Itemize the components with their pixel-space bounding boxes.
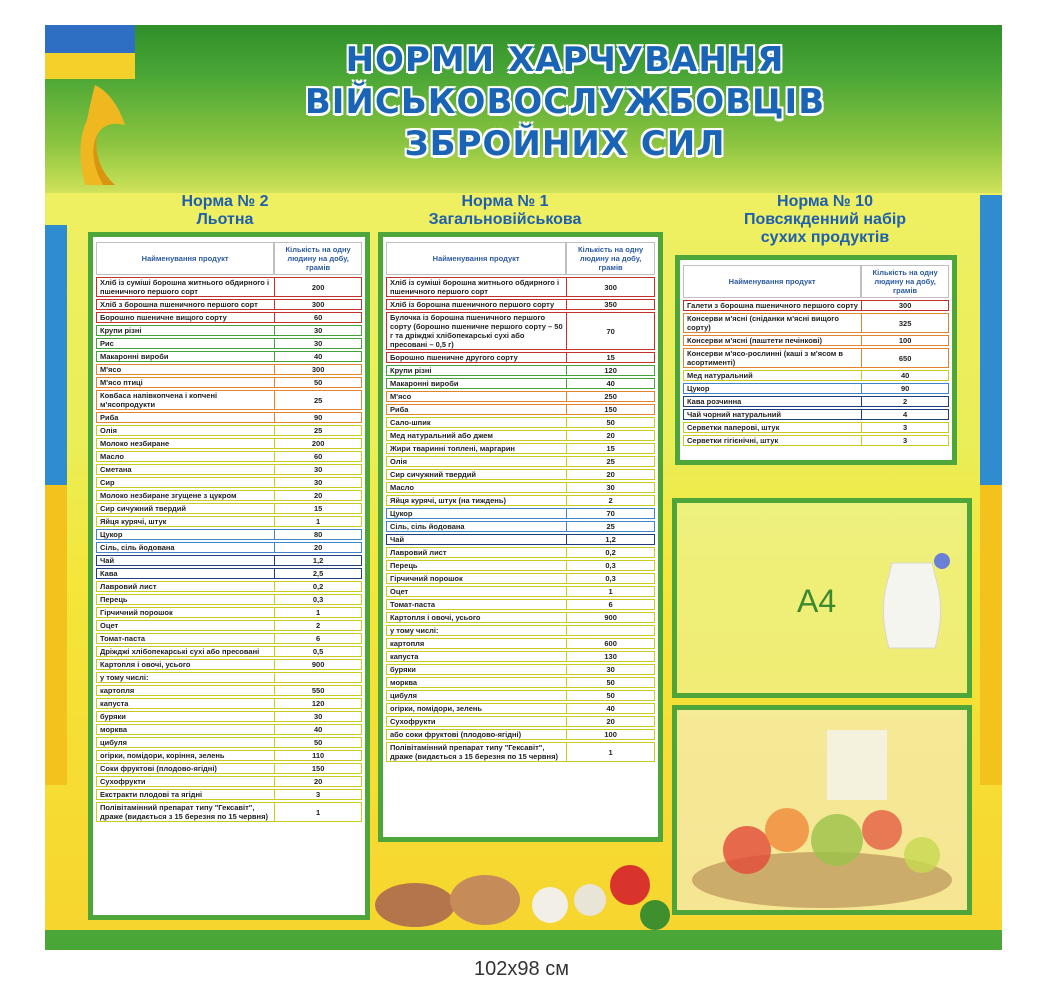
table-row bbox=[96, 776, 362, 787]
product-name: капуста bbox=[386, 651, 566, 662]
product-amount: 4 bbox=[861, 409, 949, 420]
table-row bbox=[386, 599, 655, 610]
product-amount: 3 bbox=[861, 422, 949, 433]
norm2-heading-number: Норма № 2 bbox=[181, 193, 269, 210]
product-amount: 600 bbox=[566, 638, 655, 649]
table-row bbox=[683, 313, 949, 333]
left-yellow-stripe bbox=[45, 485, 67, 785]
product-amount: 1,2 bbox=[566, 534, 655, 545]
norm1-rows bbox=[386, 277, 655, 762]
product-amount: 3 bbox=[274, 789, 362, 800]
product-amount: 20 bbox=[566, 430, 655, 441]
table-row bbox=[386, 573, 655, 584]
product-amount: 30 bbox=[274, 338, 362, 349]
table-row bbox=[386, 586, 655, 597]
product-name: у тому числі: bbox=[386, 625, 566, 636]
product-amount: 120 bbox=[274, 698, 362, 709]
product-amount: 325 bbox=[861, 313, 949, 333]
product-name: Масло bbox=[96, 451, 274, 462]
table-row bbox=[386, 404, 655, 415]
product-name: огірки, помідори, зелень bbox=[386, 703, 566, 714]
table-row bbox=[96, 711, 362, 722]
norm1-heading bbox=[395, 193, 615, 229]
table-row bbox=[96, 277, 362, 297]
product-amount: 150 bbox=[274, 763, 362, 774]
product-column-header: Найменування продукт bbox=[683, 265, 861, 298]
product-name: Сметана bbox=[96, 464, 274, 475]
amount-column-header: Кількість на одну людину на добу, грамів bbox=[566, 242, 655, 275]
product-name: Сухофрукти bbox=[386, 716, 566, 727]
table-row bbox=[386, 716, 655, 727]
product-amount: 40 bbox=[566, 378, 655, 389]
product-amount: 70 bbox=[566, 508, 655, 519]
product-amount: 50 bbox=[274, 377, 362, 388]
table-row bbox=[386, 456, 655, 467]
product-name: цибуля bbox=[386, 690, 566, 701]
product-name: Томат-паста bbox=[96, 633, 274, 644]
product-name: Консерви м'ясні (паштети печінкові) bbox=[683, 335, 861, 346]
product-amount: 40 bbox=[274, 351, 362, 362]
product-name: Оцет bbox=[386, 586, 566, 597]
product-amount: 130 bbox=[566, 651, 655, 662]
table-row bbox=[96, 425, 362, 436]
product-name: Сіль, сіль йодована bbox=[96, 542, 274, 553]
product-name: Гірчичний порошок bbox=[96, 607, 274, 618]
product-name: Молоко незбиране згущене з цукром bbox=[96, 490, 274, 501]
product-amount: 350 bbox=[566, 299, 655, 310]
product-name: Оцет bbox=[96, 620, 274, 631]
a4-label: А4 bbox=[797, 583, 837, 619]
table-row bbox=[386, 417, 655, 428]
product-name: Консерви м'ясо-рослинні (каші з м'ясом в асортименті) bbox=[683, 348, 861, 368]
product-name: у тому числі: bbox=[96, 672, 274, 683]
table-row bbox=[96, 802, 362, 822]
table-row bbox=[386, 312, 655, 350]
product-amount: 0,2 bbox=[274, 581, 362, 592]
product-name: Ковбаса напівкопчена і копчені м'ясопродукти bbox=[96, 390, 274, 410]
poster-board bbox=[45, 25, 1002, 950]
product-amount: 550 bbox=[274, 685, 362, 696]
product-amount: 0,3 bbox=[566, 560, 655, 571]
table-row bbox=[683, 396, 949, 407]
product-name: Томат-паста bbox=[386, 599, 566, 610]
product-name: Масло bbox=[386, 482, 566, 493]
table-row bbox=[96, 789, 362, 800]
table-row bbox=[683, 409, 949, 420]
food-photo-frame bbox=[672, 705, 972, 915]
product-name: М'ясо птиці bbox=[96, 377, 274, 388]
product-amount: 0,2 bbox=[566, 547, 655, 558]
product-name: Хліб з борошна пшеничного першого сорт bbox=[96, 299, 274, 310]
norm10-table-panel bbox=[675, 255, 957, 465]
product-name: Лавровий лист bbox=[96, 581, 274, 592]
product-name: Перець bbox=[96, 594, 274, 605]
table-row bbox=[386, 495, 655, 506]
product-amount: 50 bbox=[566, 417, 655, 428]
table-row bbox=[96, 620, 362, 631]
table-row bbox=[386, 677, 655, 688]
product-name: морква bbox=[96, 724, 274, 735]
table-row bbox=[96, 685, 362, 696]
product-amount: 1 bbox=[274, 802, 362, 822]
table-row bbox=[96, 568, 362, 579]
product-amount: 50 bbox=[566, 677, 655, 688]
product-amount: 2 bbox=[274, 620, 362, 631]
product-amount: 300 bbox=[861, 300, 949, 311]
product-name: Цукор bbox=[386, 508, 566, 519]
product-amount: 0,3 bbox=[274, 594, 362, 605]
product-amount: 1 bbox=[274, 516, 362, 527]
product-name: Хліб із борошна пшеничного першого сорту bbox=[386, 299, 566, 310]
table-row bbox=[386, 638, 655, 649]
table-row bbox=[386, 469, 655, 480]
table-row bbox=[96, 672, 362, 683]
product-name: Олія bbox=[386, 456, 566, 467]
product-amount: 30 bbox=[274, 464, 362, 475]
product-amount: 200 bbox=[274, 277, 362, 297]
product-name: Сир сичужний твердий bbox=[386, 469, 566, 480]
product-name: Сухофрукти bbox=[96, 776, 274, 787]
product-amount: 2,5 bbox=[274, 568, 362, 579]
product-amount: 50 bbox=[566, 690, 655, 701]
table-row bbox=[96, 724, 362, 735]
table-row bbox=[683, 383, 949, 394]
table-row bbox=[386, 664, 655, 675]
table-row bbox=[386, 299, 655, 310]
table-row bbox=[683, 370, 949, 381]
table-row bbox=[386, 365, 655, 376]
norm10-heading-name: Повсякденний набір bbox=[743, 211, 907, 228]
table-row bbox=[96, 737, 362, 748]
table-row bbox=[386, 352, 655, 363]
table-row bbox=[386, 277, 655, 297]
product-name: Дріжджі хлібопекарські сухі або пресовані bbox=[96, 646, 274, 657]
table-row bbox=[96, 607, 362, 618]
product-amount: 60 bbox=[274, 312, 362, 323]
product-amount: 15 bbox=[274, 503, 362, 514]
product-name: буряки bbox=[386, 664, 566, 675]
norm1-heading-name: Загальновійськова bbox=[428, 211, 582, 228]
table-row bbox=[683, 422, 949, 433]
product-name: Цукор bbox=[96, 529, 274, 540]
table-row bbox=[96, 377, 362, 388]
product-name: Хліб із суміші борошна житнього обдирного і пшеничного першого сорт bbox=[386, 277, 566, 297]
product-amount: 2 bbox=[566, 495, 655, 506]
product-name: Сіль, сіль йодована bbox=[386, 521, 566, 532]
product-name: капуста bbox=[96, 698, 274, 709]
product-column-header: Найменування продукт bbox=[386, 242, 566, 275]
amount-column-header: Кількість на одну людину на добу, грамів bbox=[861, 265, 949, 298]
product-name: Кава bbox=[96, 568, 274, 579]
product-name: Мед натуральний bbox=[683, 370, 861, 381]
table-row bbox=[96, 698, 362, 709]
norm10-rows bbox=[683, 300, 949, 446]
product-name: Молоко незбиране bbox=[96, 438, 274, 449]
table-row bbox=[386, 378, 655, 389]
product-name: Олія bbox=[96, 425, 274, 436]
norm10-heading-number: Норма № 10 bbox=[777, 193, 873, 210]
product-amount: 1 bbox=[566, 586, 655, 597]
product-name: Полівітамінний препарат типу "Гексавіт", драже (видається з 15 березня по 15 червня) bbox=[386, 742, 566, 762]
product-amount: 120 bbox=[566, 365, 655, 376]
table-row bbox=[386, 625, 655, 636]
product-name: Яйця курячі, штук (на тиждень) bbox=[386, 495, 566, 506]
product-amount: 6 bbox=[566, 599, 655, 610]
norm10-heading-subname: сухих продуктів bbox=[760, 229, 890, 246]
product-amount bbox=[274, 672, 362, 683]
product-amount: 20 bbox=[566, 716, 655, 727]
product-amount: 1 bbox=[274, 607, 362, 618]
product-amount: 20 bbox=[274, 490, 362, 501]
product-name: картопля bbox=[386, 638, 566, 649]
product-name: Чай bbox=[386, 534, 566, 545]
product-amount bbox=[566, 625, 655, 636]
product-name: Серветки гігієнічні, штук bbox=[683, 435, 861, 446]
product-amount: 15 bbox=[566, 443, 655, 454]
table-row bbox=[96, 750, 362, 761]
product-name: Соки фруктові (плодово-ягідні) bbox=[96, 763, 274, 774]
product-name: Макаронні вироби bbox=[386, 378, 566, 389]
product-amount: 60 bbox=[274, 451, 362, 462]
product-amount: 25 bbox=[566, 521, 655, 532]
product-name: Картопля і овочі, усього bbox=[96, 659, 274, 670]
product-name: Жири тваринні топлені, маргарин bbox=[386, 443, 566, 454]
product-name: цибуля bbox=[96, 737, 274, 748]
product-amount: 90 bbox=[274, 412, 362, 423]
norm2-heading bbox=[125, 193, 325, 229]
product-amount: 250 bbox=[566, 391, 655, 402]
product-amount: 650 bbox=[861, 348, 949, 368]
table-row bbox=[96, 646, 362, 657]
product-amount: 2 bbox=[861, 396, 949, 407]
product-name: Булочка із борошна пшеничного першого сорту (борошно пшеничне першого сорту – 50 г та дріжджі хлібопекарські сухі або пресовані – 0,5 г) bbox=[386, 312, 566, 350]
product-amount: 3 bbox=[861, 435, 949, 446]
product-amount: 900 bbox=[274, 659, 362, 670]
product-amount: 1,2 bbox=[274, 555, 362, 566]
table-row bbox=[96, 503, 362, 514]
product-amount: 15 bbox=[566, 352, 655, 363]
product-name: морква bbox=[386, 677, 566, 688]
table-row bbox=[386, 703, 655, 714]
product-name: Рис bbox=[96, 338, 274, 349]
product-name: огірки, помідори, коріння, зелень bbox=[96, 750, 274, 761]
product-name: Крупи різні bbox=[386, 365, 566, 376]
table-row bbox=[386, 547, 655, 558]
amount-column-header: Кількість на одну людину на добу, грамів bbox=[274, 242, 362, 275]
product-amount: 0,5 bbox=[274, 646, 362, 657]
left-blue-stripe bbox=[45, 225, 67, 485]
product-amount: 20 bbox=[274, 776, 362, 787]
table-row bbox=[386, 612, 655, 623]
table-row bbox=[96, 633, 362, 644]
table-row bbox=[96, 312, 362, 323]
table-row bbox=[96, 364, 362, 375]
a4-document-pocket bbox=[672, 498, 972, 698]
table-row bbox=[683, 435, 949, 446]
product-amount: 25 bbox=[274, 425, 362, 436]
table-row bbox=[96, 516, 362, 527]
product-amount: 300 bbox=[566, 277, 655, 297]
norm1-table bbox=[386, 240, 655, 764]
product-name: Консерви м'ясні (сніданки м'ясні вищого сорту) bbox=[683, 313, 861, 333]
table-row bbox=[386, 443, 655, 454]
product-amount: 25 bbox=[566, 456, 655, 467]
product-amount: 90 bbox=[861, 383, 949, 394]
product-amount: 80 bbox=[274, 529, 362, 540]
title-line-3: ЗБРОЙНИХ СИЛ bbox=[404, 124, 726, 164]
table-row bbox=[96, 529, 362, 540]
product-amount: 0,3 bbox=[566, 573, 655, 584]
table-row bbox=[96, 542, 362, 553]
page-title bbox=[245, 39, 885, 165]
product-name: Крупи різні bbox=[96, 325, 274, 336]
product-amount: 70 bbox=[566, 312, 655, 350]
product-name: М'ясо bbox=[96, 364, 274, 375]
norm2-table-panel bbox=[88, 232, 370, 920]
product-name: Чай bbox=[96, 555, 274, 566]
table-row bbox=[386, 729, 655, 740]
product-name: Яйця курячі, штук bbox=[96, 516, 274, 527]
product-name: Лавровий лист bbox=[386, 547, 566, 558]
table-row bbox=[96, 351, 362, 362]
table-row bbox=[386, 391, 655, 402]
table-row bbox=[386, 521, 655, 532]
norm1-heading-number: Норма № 1 bbox=[461, 193, 549, 210]
product-amount: 30 bbox=[566, 482, 655, 493]
product-amount: 20 bbox=[274, 542, 362, 553]
norm2-heading-name: Льотна bbox=[196, 211, 254, 228]
table-row bbox=[96, 594, 362, 605]
product-amount: 40 bbox=[566, 703, 655, 714]
vegetables-image bbox=[375, 845, 675, 935]
product-amount: 6 bbox=[274, 633, 362, 644]
product-amount: 50 bbox=[274, 737, 362, 748]
product-name: Кава розчинна bbox=[683, 396, 861, 407]
product-name: Сир bbox=[96, 477, 274, 488]
product-amount: 110 bbox=[274, 750, 362, 761]
norm2-table bbox=[96, 240, 362, 824]
product-amount: 300 bbox=[274, 364, 362, 375]
table-row bbox=[96, 338, 362, 349]
product-name: Риба bbox=[96, 412, 274, 423]
product-amount: 100 bbox=[566, 729, 655, 740]
product-name: Борошно пшеничне другого сорту bbox=[386, 352, 566, 363]
table-row bbox=[386, 534, 655, 545]
fruit-basket-icon bbox=[677, 710, 967, 910]
table-row bbox=[96, 412, 362, 423]
product-name: Полівітамінний препарат типу "Гексавіт", драже (видається з 15 березня по 15 червня) bbox=[96, 802, 274, 822]
product-name: Макаронні вироби bbox=[96, 351, 274, 362]
table-row bbox=[386, 508, 655, 519]
table-row bbox=[386, 651, 655, 662]
table-row bbox=[386, 690, 655, 701]
product-name: Чай чорний натуральний bbox=[683, 409, 861, 420]
product-name: Серветки паперові, штук bbox=[683, 422, 861, 433]
product-amount: 300 bbox=[274, 299, 362, 310]
product-amount: 150 bbox=[566, 404, 655, 415]
table-row bbox=[683, 348, 949, 368]
product-amount: 20 bbox=[566, 469, 655, 480]
title-line-1: НОРМИ ХАРЧУВАННЯ bbox=[345, 40, 785, 80]
product-name: Цукор bbox=[683, 383, 861, 394]
table-row bbox=[96, 490, 362, 501]
table-row bbox=[96, 659, 362, 670]
product-amount: 40 bbox=[861, 370, 949, 381]
product-name: Картопля і овочі, усього bbox=[386, 612, 566, 623]
norm10-table bbox=[683, 263, 949, 448]
product-name: Риба bbox=[386, 404, 566, 415]
milk-jug-icon bbox=[867, 543, 957, 653]
table-row bbox=[96, 390, 362, 410]
table-row bbox=[96, 555, 362, 566]
product-amount: 100 bbox=[861, 335, 949, 346]
product-name: Мед натуральний або джем bbox=[386, 430, 566, 441]
norm2-rows bbox=[96, 277, 362, 822]
product-amount: 30 bbox=[274, 325, 362, 336]
product-name: Перець bbox=[386, 560, 566, 571]
product-amount: 900 bbox=[566, 612, 655, 623]
product-name: Сало-шпик bbox=[386, 417, 566, 428]
size-caption: 102x98 см bbox=[474, 958, 569, 980]
table-row bbox=[683, 335, 949, 346]
product-column-header: Найменування продукт bbox=[96, 242, 274, 275]
table-row bbox=[386, 742, 655, 762]
table-row bbox=[96, 438, 362, 449]
right-yellow-stripe bbox=[980, 485, 1002, 785]
norm1-table-panel bbox=[378, 232, 663, 842]
table-row bbox=[96, 464, 362, 475]
right-blue-stripe bbox=[980, 195, 1002, 485]
table-row bbox=[386, 560, 655, 571]
product-name: буряки bbox=[96, 711, 274, 722]
product-amount: 30 bbox=[566, 664, 655, 675]
product-name: Галети з борошна пшеничного першого сорту bbox=[683, 300, 861, 311]
product-name: Хліб із суміші борошна житнього обдирного і пшеничного першого сорт bbox=[96, 277, 274, 297]
title-line-2: ВІЙСЬКОВОСЛУЖБОВЦІВ bbox=[304, 82, 826, 122]
ukraine-flag-icon bbox=[45, 25, 135, 185]
table-row bbox=[96, 581, 362, 592]
table-row bbox=[96, 451, 362, 462]
table-row bbox=[96, 325, 362, 336]
product-amount: 200 bbox=[274, 438, 362, 449]
product-name: Борошно пшеничне вищого сорту bbox=[96, 312, 274, 323]
product-name: Сир сичужний твердий bbox=[96, 503, 274, 514]
product-amount: 40 bbox=[274, 724, 362, 735]
product-amount: 25 bbox=[274, 390, 362, 410]
product-name: або соки фруктові (плодово-ягідні) bbox=[386, 729, 566, 740]
product-amount: 30 bbox=[274, 477, 362, 488]
table-row bbox=[96, 477, 362, 488]
product-amount: 30 bbox=[274, 711, 362, 722]
product-name: М'ясо bbox=[386, 391, 566, 402]
table-row bbox=[96, 763, 362, 774]
table-row bbox=[683, 300, 949, 311]
product-name: Гірчичний порошок bbox=[386, 573, 566, 584]
table-row bbox=[386, 430, 655, 441]
table-row bbox=[386, 482, 655, 493]
norm10-heading bbox=[705, 193, 945, 247]
product-name: Екстракти плодові та ягідні bbox=[96, 789, 274, 800]
product-amount: 1 bbox=[566, 742, 655, 762]
product-name: картопля bbox=[96, 685, 274, 696]
table-row bbox=[96, 299, 362, 310]
